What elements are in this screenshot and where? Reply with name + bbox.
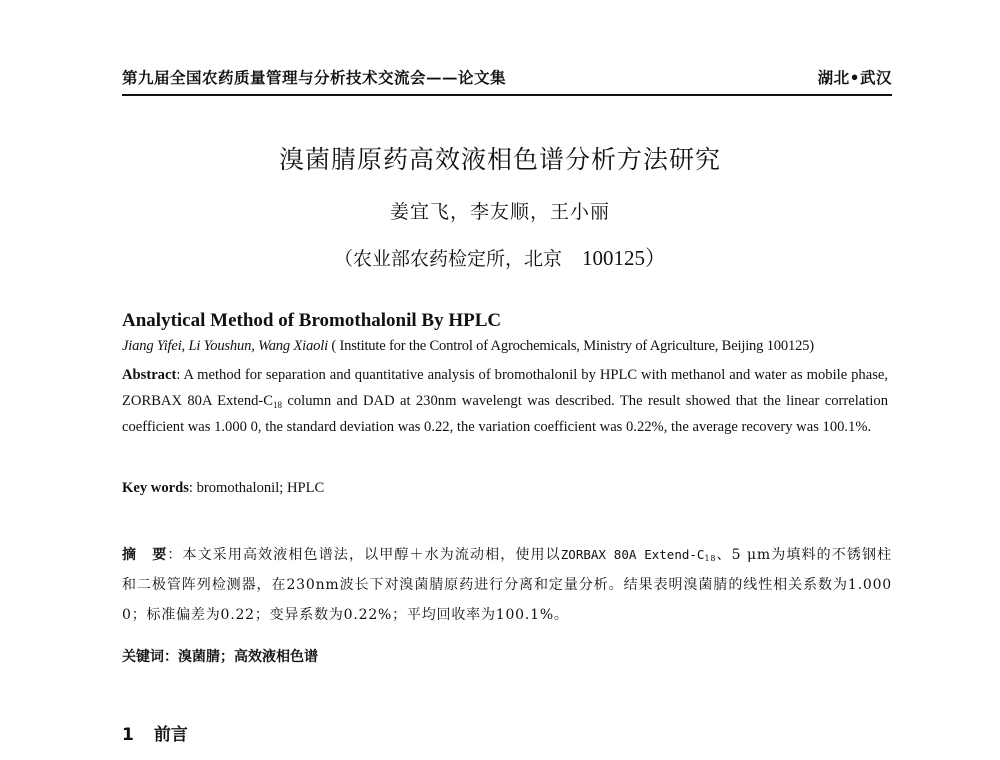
paper-title: 溴菌腈原药高效液相色谱分析方法研究 bbox=[278, 145, 721, 174]
affiliation-text: （农业部农药检定所，北京 bbox=[333, 248, 562, 270]
header-location: 湖北•武汉 bbox=[817, 68, 892, 87]
chinese-abstract-text-2: 、5 μm为填料的不锈钢柱和二极管阵列检测器，在230nm波长下对溴菌腈原药进行分离和定量分析。结果表明溴菌腈的线性相关系数为1.000 0；标准偏差为0.22；变异系数为0.22%；平均回收率为100.1%。 bbox=[122, 547, 892, 623]
english-abstract-text-1: : A method for separation and quantitative analysis of bromothalonil by HPLC with methanol and water as mobile phase, ZORBAX 80A Extend-C bbox=[122, 367, 888, 409]
chinese-abstract-subscript: 18 bbox=[704, 554, 717, 563]
english-affiliation: ( Institute for the Control of Agrochemicals, Ministry of Agriculture, Beijing 100125) bbox=[327, 338, 814, 354]
header-conference-title: 第九届全国农药质量管理与分析技术交流会——论文集 bbox=[122, 68, 507, 87]
english-keywords-text: : bromothalonil; HPLC bbox=[188, 480, 325, 496]
section-heading bbox=[122, 720, 188, 745]
english-abstract-subscript: 18 bbox=[273, 400, 283, 410]
english-abstract-text-2: column and DAD at 230nm wavelengt was described. The result showed that the linear correlation coefficient was 1.000 0, the standard deviation was 0.22, the variation coefficient was 0.22%, the average recovery was 100.1%. bbox=[122, 393, 888, 435]
paper-authors: 姜宜飞，李友顺，王小丽 bbox=[389, 201, 610, 223]
english-keywords bbox=[122, 480, 324, 497]
english-abstract bbox=[122, 362, 888, 440]
chinese-abstract bbox=[122, 540, 892, 630]
paper-affiliation bbox=[0, 242, 1000, 272]
english-author-names: Jiang Yifei, Li Youshun, Wang Xiaoli bbox=[122, 338, 328, 354]
chinese-keywords: 关键词：溴菌腈；高效液相色谱 bbox=[122, 649, 318, 665]
chinese-abstract-label: 摘 要 bbox=[122, 547, 168, 563]
running-header bbox=[122, 64, 892, 96]
chinese-abstract-text-1: ：本文采用高效液相色谱法，以甲醇＋水为流动相，使用以 bbox=[167, 547, 561, 563]
section-number: 1 bbox=[122, 725, 134, 745]
english-keywords-label: Key words bbox=[122, 480, 189, 496]
section-title: 前言 bbox=[153, 725, 188, 745]
chinese-abstract-column-name: ZORBAX 80A Extend-C bbox=[560, 547, 705, 562]
affiliation-postcode: 100125） bbox=[582, 246, 666, 270]
english-abstract-label: Abstract bbox=[122, 367, 177, 383]
english-title: Analytical Method of Bromothalonil By HPLC bbox=[122, 310, 502, 331]
english-authors bbox=[122, 338, 814, 355]
